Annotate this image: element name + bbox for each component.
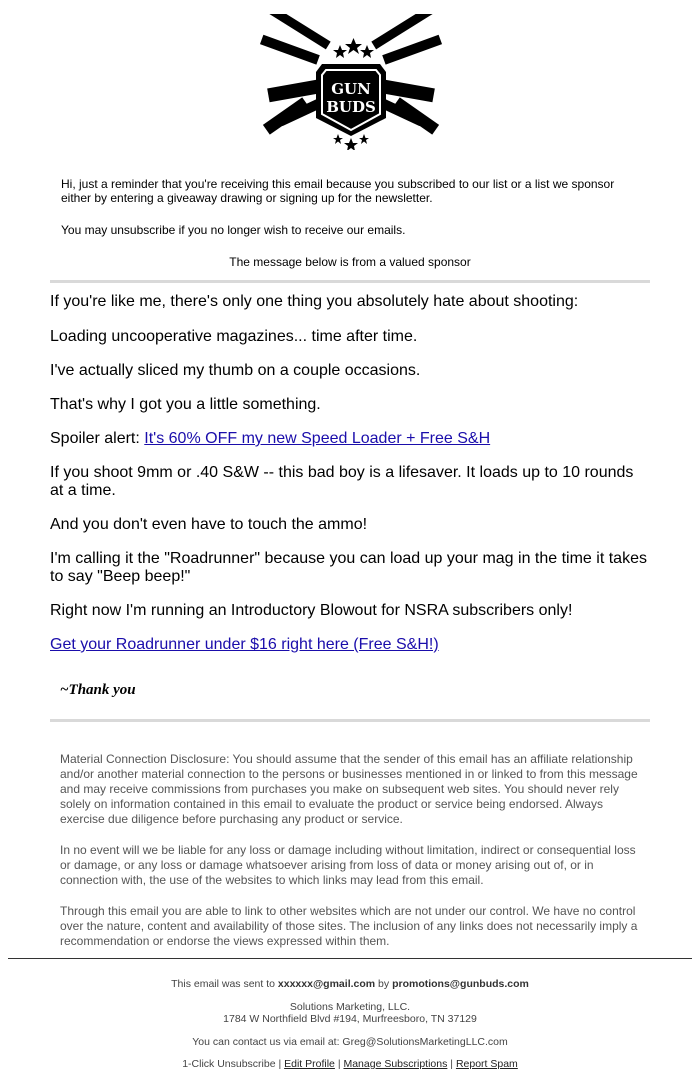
company-address: 1784 W Northfield Blvd #194, Murfreesboro, TN 37129 (223, 1013, 477, 1025)
footer-links (0, 1058, 700, 1070)
divider-top (50, 280, 650, 283)
report-spam-link[interactable]: Report Spam (455, 1058, 518, 1070)
link-separator: | (275, 1058, 285, 1070)
message-paragraph: Right now I'm running an Introductory Blowout for NSRA subscribers only! (50, 602, 573, 619)
sent-by: by (375, 978, 393, 990)
footer-divider (8, 958, 692, 959)
roadrunner-cta-link[interactable]: Get your Roadrunner under $16 right here (Free S&H!) (50, 636, 439, 653)
message-paragraph: If you're like me, there's only one thing you absolutely hate about shooting: (50, 293, 579, 310)
message-paragraph: That's why I got you a little something. (50, 396, 321, 413)
gunbuds-logo (258, 14, 444, 150)
recipient-email: xxxxxx@gmail.com (277, 978, 376, 990)
manage-subscriptions-link[interactable]: Manage Subscriptions (343, 1058, 448, 1070)
divider-bottom (50, 719, 650, 722)
message-paragraph: If you shoot 9mm or .40 S&W -- this bad boy is a lifesaver. It loads up to 10 rounds at a time. (50, 464, 634, 499)
unsubscribe-note: You may unsubscribe if you no longer wish to receive our emails. (61, 223, 406, 237)
one-click-unsubscribe[interactable]: 1-Click Unsubscribe (182, 1058, 276, 1070)
sent-to-line (0, 978, 700, 990)
message-paragraph: Loading uncooperative magazines... time after time. (50, 328, 418, 345)
message-paragraph-spoiler (50, 430, 650, 448)
material-connection-disclosure: Material Connection Disclosure: You should assume that the sender of this email has an affiliate relationship and/or another material connection to the persons or businesses mentioned in or linked to from this message and may receive commissions from purchases you make on subsequent web sites. You should never rely solely on information contained in this email to evaluate the product or service being endorsed. Always exercise due diligence before purchasing any product or service. (60, 752, 638, 826)
sender-email: promotions@gunbuds.com (392, 978, 529, 990)
sponsor-note: The message below is from a valued sponsor (229, 255, 471, 269)
link-separator: | (447, 1058, 456, 1070)
external-links-disclaimer: Through this email you are able to link to other websites which are not under our control. We have no control over the nature, content and availability of those sites. The inclusion of any links does not necessarily imply a recommendation or endorse the views expressed within them. (60, 904, 638, 948)
signoff: ~Thank you (60, 682, 136, 698)
spoiler-prefix: Spoiler alert: (50, 430, 145, 447)
gunbuds-emblem-icon (258, 14, 444, 150)
message-paragraph: And you don't even have to touch the ammo! (50, 516, 368, 533)
contact-line: You can contact us via email at: Greg@SolutionsMarketingLLC.com (192, 1036, 508, 1048)
liability-disclaimer: In no event will we be liable for any loss or damage including without limitation, indirect or consequential loss or damage, or any loss or damage whatsoever arising from loss of data or money arising out of, or in connection with, the use of the websites to which links may lead from this email. (60, 843, 636, 887)
company-name: Solutions Marketing, LLC. (289, 1001, 411, 1013)
logo-text-gun: GUN (331, 80, 371, 98)
message-paragraph: I've actually sliced my thumb on a couple occasions. (50, 362, 421, 379)
message-paragraph: I'm calling it the "Roadrunner" because you can load up your mag in the time it takes to say "Beep beep!" (50, 550, 647, 585)
logo-text-buds: BUDS (326, 98, 376, 116)
edit-profile-link[interactable]: Edit Profile (284, 1058, 335, 1070)
speed-loader-offer-link[interactable]: It's 60% OFF my new Speed Loader + Free S&H (144, 430, 491, 447)
link-separator: | (334, 1058, 344, 1070)
sent-prefix: This email was sent to (171, 978, 278, 990)
message-cta (50, 636, 650, 654)
subscription-reminder: Hi, just a reminder that you're receiving this email because you subscribed to our list or a list we sponsor either by entering a giveaway drawing or signing up for the newsletter. (61, 177, 615, 205)
